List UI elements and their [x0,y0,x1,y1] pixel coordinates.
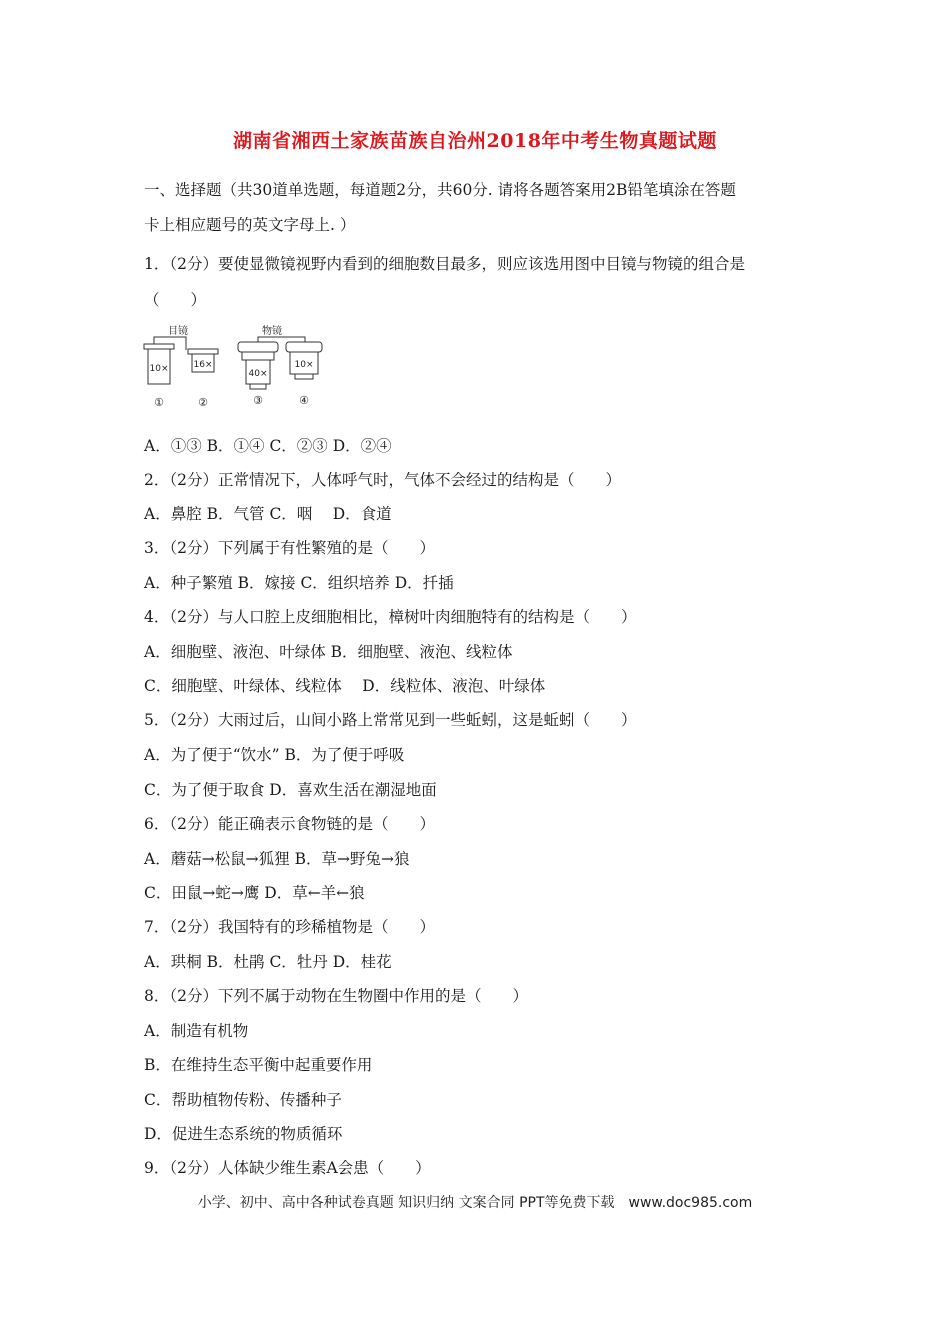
lens-number-4: ④ [299,394,309,407]
question-5-options-ab: A．为了便于“饮水” B．为了便于呼吸 [144,746,405,764]
question-6-options-ab: A．蘑菇→松鼠→狐狸 B．草→野兔→狼 [144,850,410,868]
question-5-stem: 5．（2分）大雨过后，山间小路上常常见到一些蚯蚓，这是蚯蚓（ ） [144,711,637,729]
lens-diagram [140,322,340,412]
microscope-lens-figure [140,322,340,412]
svg-text:10×: 10× [294,360,314,370]
objective-lens-3 [238,342,278,389]
eyepiece-lens-2 [188,349,218,372]
question-3-options: A．种子繁殖 B．嫁接 C．组织培养 D．扦插 [144,574,454,592]
question-4-options-cd: C．细胞壁、叶绿体、线粒体 D．线粒体、液泡、叶绿体 [144,677,546,695]
question-7-options: A．珙桐 B．杜鹃 C．牡丹 D．桂花 [144,953,392,971]
page-title: 湖南省湘西土家族苗族自治州2018年中考生物真题试题 [233,130,717,152]
question-9-stem: 9．（2分）人体缺少维生素A会患（ ） [144,1159,431,1177]
question-4-stem: 4．（2分）与人口腔上皮细胞相比，樟树叶肉细胞特有的结构是（ ） [144,608,637,626]
question-8-option-b: B．在维持生态平衡中起重要作用 [144,1056,373,1074]
section-intro-line-1: 一、选择题（共30道单选题，每道题2分，共60分. 请将各题答案用2B铅笔填涂在答题 [144,181,736,199]
question-1-options: A．①③ B．①④ C．②③ D．②④ [144,437,392,455]
question-8-option-d: D．促进生态系统的物质循环 [144,1125,343,1143]
svg-text:40×: 40× [248,369,268,379]
lens-number-1: ① [154,396,164,409]
page-footer: 小学、初中、高中各种试卷真题 知识归纳 文案合同 PPT等免费下载 www.doc985.com [197,1195,753,1211]
svg-text:16×: 16× [193,360,213,370]
question-6-options-cd: C．田鼠→蛇→鹰 D．草←羊←狼 [144,884,365,902]
svg-text:10×: 10× [149,364,169,374]
question-4-options-ab: A．细胞壁、液泡、叶绿体 B．细胞壁、液泡、线粒体 [144,643,513,661]
question-5-options-cd: C．为了便于取食 D．喜欢生活在潮湿地面 [144,781,437,799]
lens-number-3: ③ [253,394,263,407]
question-2-options: A．鼻腔 B．气管 C．咽 D．食道 [144,505,392,523]
question-7-stem: 7．（2分）我国特有的珍稀植物是（ ） [144,918,435,936]
question-8-stem: 8．（2分）下列不属于动物在生物圈中作用的是（ ） [144,987,528,1005]
question-2-stem: 2．（2分）正常情况下，人体呼气时，气体不会经过的结构是（ ） [144,471,621,489]
question-8-option-a: A．制造有机物 [144,1022,249,1040]
lens-number-2: ② [198,396,208,409]
question-1-stem: 1．（2分）要使显微镜视野内看到的细胞数目最多，则应该选用图中目镜与物镜的组合是 [144,255,745,273]
objective-lens-4 [286,342,322,379]
eyepiece-label: 目镜 [168,326,188,337]
objective-label: 物镜 [262,326,282,337]
question-8-option-c: C．帮助植物传粉、传播种子 [144,1091,342,1109]
question-3-stem: 3．（2分）下列属于有性繁殖的是（ ） [144,539,435,557]
eyepiece-lens-1 [144,344,174,384]
objective-bracket [258,337,305,342]
question-6-stem: 6．（2分）能正确表示食物链的是（ ） [144,815,435,833]
section-intro-line-2: 卡上相应题号的英文字母上. ） [144,216,356,234]
question-1-paren: （ ） [144,291,207,309]
